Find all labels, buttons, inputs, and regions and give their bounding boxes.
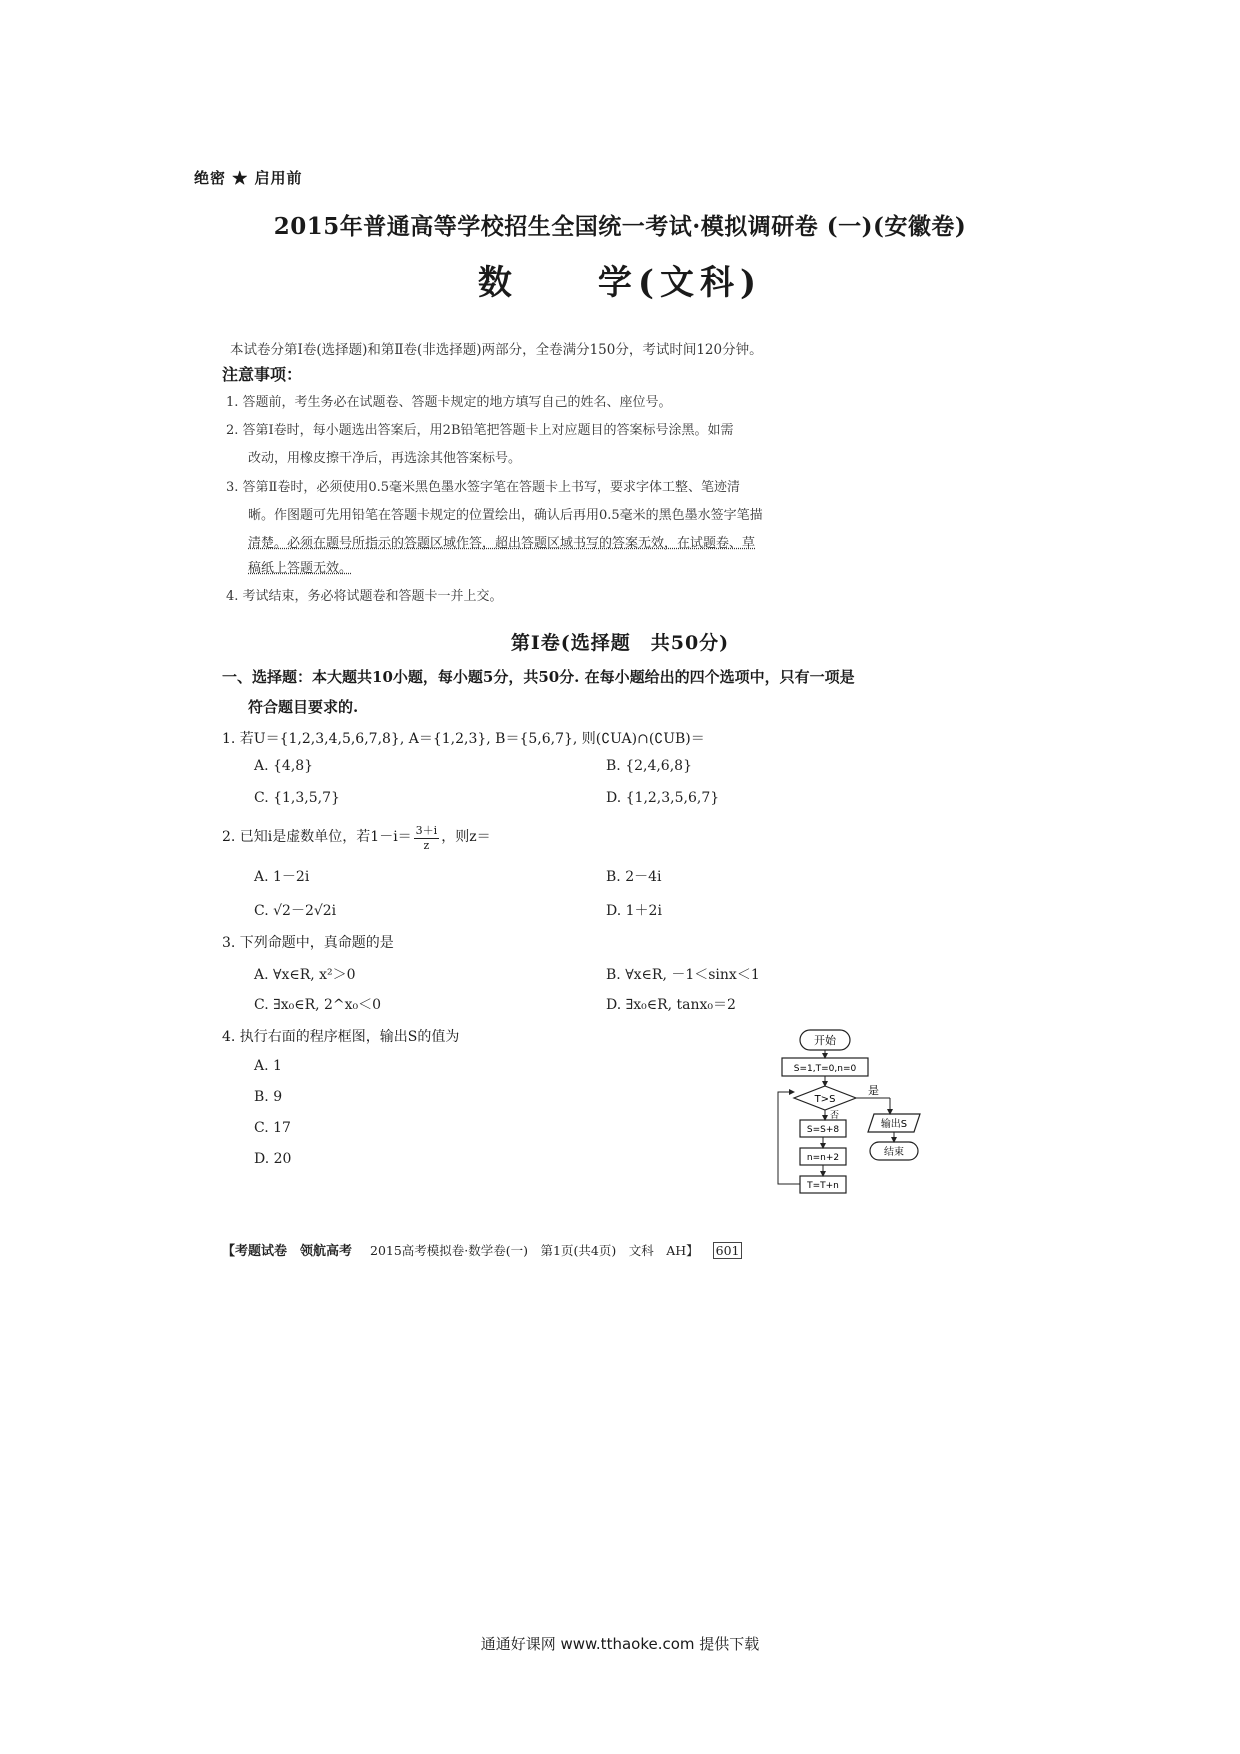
confidential-label: 绝密 ★ 启用前 xyxy=(194,169,303,187)
flow-output-label: 输出S xyxy=(880,1119,908,1130)
flow-loop-arrow xyxy=(778,1092,800,1184)
note-item: 1. 答题前，考生务必在试题卷、答题卡规定的地方填写自己的姓名、座位号。 xyxy=(226,395,672,410)
flow-step3-label: T=T+n xyxy=(807,1181,839,1191)
question-1-option-d: D. {1,2,3,5,6,7} xyxy=(606,790,720,806)
footer-brand: 【考题试卷 领航高考 xyxy=(222,1244,353,1259)
download-note: 通通好课网 www.tthaoke.com 提供下载 xyxy=(480,1635,760,1653)
question-3-option-b: B. ∀x∈R, －1＜sinx＜1 xyxy=(606,967,760,983)
question-1-option-c: C. {1,3,5,7} xyxy=(254,790,340,806)
question-3-stem: 3. 下列命题中，真命题的是 xyxy=(222,935,394,951)
footer-info: 2015高考模拟卷·数学卷(一) 第1页(共4页) 文科 AH】 xyxy=(370,1243,699,1258)
question-4-option-c: C. 17 xyxy=(254,1120,291,1136)
fraction-numerator: 3＋i xyxy=(415,824,438,837)
section-instruction: 符合题目要求的. xyxy=(248,698,359,716)
question-1-option-a: A. {4,8} xyxy=(254,758,314,774)
question-2-option-d: D. 1＋2i xyxy=(606,903,662,919)
note-item: 4. 考试结束，务必将试题卷和答题卡一并上交。 xyxy=(226,589,503,604)
note-item: 改动，用橡皮擦干净后，再选涂其他答案标号。 xyxy=(248,451,522,466)
fraction-denominator: z xyxy=(423,839,430,852)
flowchart-diagram xyxy=(770,1028,950,1228)
question-4-option-d: D. 20 xyxy=(254,1151,292,1167)
question-3-option-a: A. ∀x∈R, x²＞0 xyxy=(254,967,356,983)
subject-title: 数 学(文科) xyxy=(477,263,763,303)
question-4-option-a: A. 1 xyxy=(254,1058,282,1074)
question-4-option-b: B. 9 xyxy=(254,1089,283,1105)
flow-condition-label: T>S xyxy=(814,1094,836,1105)
program-flowchart xyxy=(770,1028,950,1228)
exam-title: 2015年普通高等学校招生全国统一考试·模拟调研卷 (一)(安徽卷) xyxy=(273,213,967,240)
question-3-option-c: C. ∃x₀∈R, 2^x₀＜0 xyxy=(254,997,382,1013)
question-2-stem-after: ，则z＝ xyxy=(441,829,491,845)
question-1-stem: 1. 若U＝{1,2,3,4,5,6,7,8}, A＝{1,2,3}, B＝{5,6,7}, 则(∁UA)∩(∁UB)＝ xyxy=(222,731,705,747)
question-2-option-a: A. 1－2i xyxy=(254,869,310,885)
notes-heading: 注意事项： xyxy=(222,365,303,384)
question-3-option-d: D. ∃x₀∈R, tanx₀＝2 xyxy=(606,997,736,1013)
section-instruction: 一、选择题：本大题共10小题，每小题5分，共50分. 在每小题给出的四个选项中，只有一项是 xyxy=(222,668,855,686)
section-title: 第Ⅰ卷(选择题 共50分) xyxy=(510,632,730,654)
flow-yes-label: 是 xyxy=(868,1084,879,1097)
flow-init-label: S=1,T=0,n=0 xyxy=(793,1064,857,1074)
flow-start-label: 开始 xyxy=(814,1034,836,1047)
page-footer xyxy=(222,1240,742,1259)
question-2-stem xyxy=(222,822,491,852)
note-item: 3. 答第Ⅱ卷时，必须使用0.5毫米黑色墨水签字笔在答题卡上书写，要求字体工整、笔迹清 xyxy=(226,480,741,495)
question-2-fraction xyxy=(414,822,440,852)
flow-step2-label: n=n+2 xyxy=(806,1153,840,1163)
question-2-option-b: B. 2－4i xyxy=(606,869,662,885)
question-2-stem-before: 2. 已知i是虚数单位，若1－i＝ xyxy=(222,829,412,845)
question-1-option-b: B. {2,4,6,8} xyxy=(606,758,692,774)
flow-step1-label: S=S+8 xyxy=(806,1125,840,1135)
flow-no-label: 否 xyxy=(830,1111,840,1121)
flow-end-label: 结束 xyxy=(884,1147,904,1158)
exam-intro: 本试卷分第Ⅰ卷(选择题)和第Ⅱ卷(非选择题)两部分，全卷满分150分，考试时间120分钟。 xyxy=(230,342,763,358)
footer-page-code: 601 xyxy=(713,1242,743,1259)
note-item: 晰。作图题可先用铅笔在答题卡规定的位置绘出，确认后再用0.5毫米的黑色墨水签字笔描 xyxy=(248,508,763,523)
note-item: 清楚。必须在题号所指示的答题区域作答，超出答题区域书写的答案无效，在试题卷、草 xyxy=(248,536,756,551)
note-item: 2. 答第Ⅰ卷时，每小题选出答案后，用2B铅笔把答题卡上对应题目的答案标号涂黑。如需 xyxy=(226,423,734,438)
question-2-option-c: C. √2－2√2i xyxy=(254,903,337,919)
note-item: 稿纸上答题无效。 xyxy=(248,561,353,576)
question-4-stem: 4. 执行右面的程序框图，输出S的值为 xyxy=(222,1029,460,1045)
